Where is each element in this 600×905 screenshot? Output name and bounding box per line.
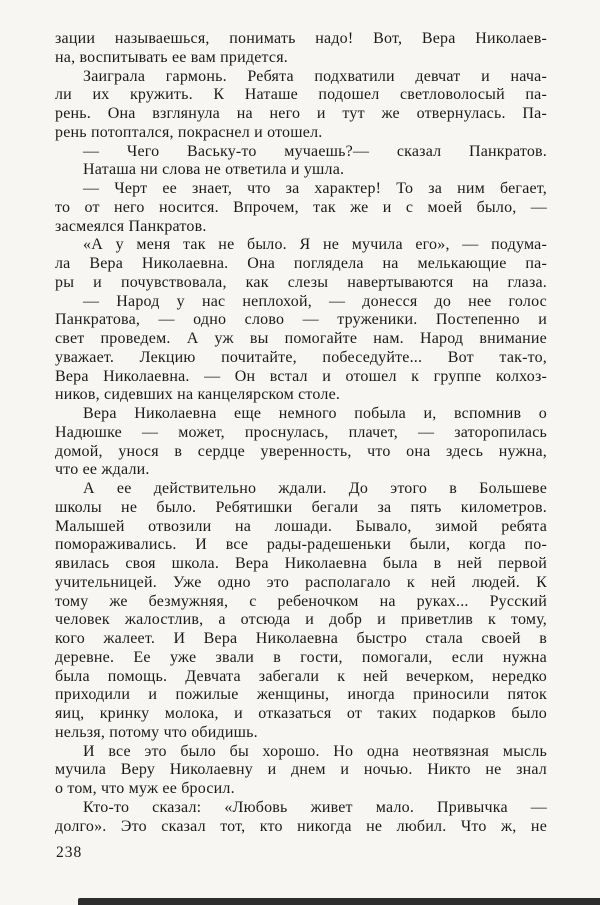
text-line: долго». Это сказал тот, кто никогда не любил. Что ж, не xyxy=(55,817,547,835)
text-line: ры и почувствовала, как слезы навертываются на глаза. xyxy=(55,273,547,291)
text-line: Панкратова, — одно слово — труженики. Постепенно и xyxy=(55,311,547,329)
text-line: Надюшке — может, проснулась, плачет, — заторопилась xyxy=(55,423,547,441)
text-line: Заиграла гармонь. Ребята подхватили девчат и нача- xyxy=(83,67,547,85)
text-line: помораживались. И все рады-радешеньки были, когда по- xyxy=(55,536,547,554)
text-line: тому же безмужняя, с ребеночком на руках... Русский xyxy=(55,592,547,610)
text-line: Малышей отвозили на лошади. Бывало, зимой ребята xyxy=(55,517,547,535)
page-text xyxy=(55,30,547,836)
text-line: учительницей. Уже одно это располагало к ней людей. К xyxy=(55,573,547,591)
text-line: мучила Веру Николаевну и днем и ночью. Никто не знал xyxy=(55,761,547,779)
text-line: ла Вера Николаевна. Она поглядела на мелькающие па- xyxy=(55,255,547,272)
text-line: рень. Она взглянула на него и тут же отвернулась. Па- xyxy=(55,105,547,122)
text-line: — Чего Ваську-то мучаешь?— сказал Панкратов. xyxy=(83,142,547,160)
text-line: засмеялся Панкратов. xyxy=(55,217,207,235)
text-line: деревне. Ее уже звали в гости, помогали, если нужна xyxy=(55,648,547,666)
text-line: приходили и пожилые женщины, иногда приносили пяток xyxy=(55,686,547,704)
text-line: Вера Николаевна еще немного побыла и, вспомнив о xyxy=(83,405,547,422)
text-line: ли их кружить. К Наташе подошел светловолосый па- xyxy=(55,86,547,104)
text-line: человек жалостлив, а отсюда и добр и приветлив к тому, xyxy=(55,611,547,629)
text-line: школы не было. Ребятишки бегали за пять километров. xyxy=(55,498,547,516)
text-line: была помощь. Девчата забегали к ней вечерком, нередко xyxy=(55,667,547,685)
scan-edge-artifact xyxy=(78,898,600,905)
text-line: — Народ у нас неплохой, — донесся до нее голос xyxy=(83,292,547,310)
text-line: о том, что муж ее бросил. xyxy=(55,780,235,797)
text-line: яиц, кринку молока, и отказаться от таких подарков было xyxy=(55,705,547,722)
page-number: 238 xyxy=(56,844,83,861)
text-line: нельзя, потому что обидишь. xyxy=(55,723,258,741)
text-line: А ее действительно ждали. До этого в Большеве xyxy=(83,480,547,497)
text-line: — Черт ее знает, что за характер! То за ним бегает, xyxy=(83,180,547,197)
text-line: рень потоптался, покраснел и отошел. xyxy=(55,123,323,141)
text-line: «А у меня так не было. Я не мучила его», — подума- xyxy=(83,236,547,254)
text-line: Вера Николаевна. — Он встал и отошел к группе колхоз- xyxy=(55,367,547,385)
text-line: уважает. Лекцию почитайте, побеседуйте... Вот так-то, xyxy=(55,348,547,366)
text-line: ников, сидевших на канцелярском столе. xyxy=(55,386,341,404)
text-line: то от него носится. Впрочем, так же и с моей было, — xyxy=(55,198,547,216)
text-line: Наташа ни слова не ответила и ушла. xyxy=(83,161,345,179)
text-line: зации называешься, понимать надо! Вот, Вера Николаев- xyxy=(55,30,547,47)
text-line: явилась своя школа. Вера Николаевна была в ней первой xyxy=(55,555,547,572)
text-line: кого жалеет. И Вера Николаевна быстро стала своей в xyxy=(55,630,547,647)
text-line: домой, унося в сердце уверенность, что она здесь нужна, xyxy=(55,442,547,460)
text-line: что ее ждали. xyxy=(55,461,150,479)
text-line: на, воспитывать ее вам придется. xyxy=(55,48,288,66)
text-line: Кто-то сказал: «Любовь живет мало. Привычка — xyxy=(83,798,547,816)
text-line: И все это было бы хорошо. Но одна неотвязная мысль xyxy=(83,742,547,760)
text-line: свет проведем. А уж вы помогайте нам. Народ внимание xyxy=(55,330,547,347)
